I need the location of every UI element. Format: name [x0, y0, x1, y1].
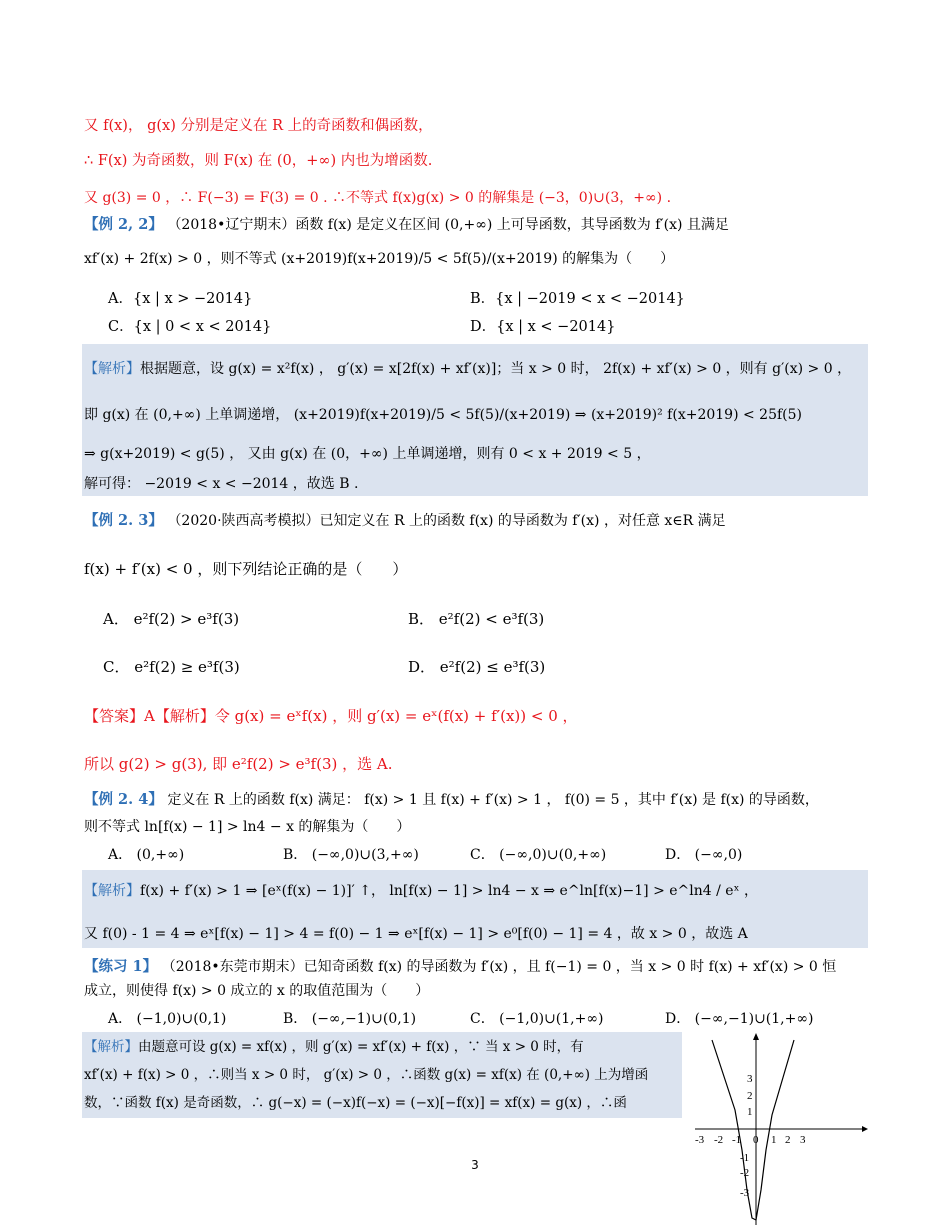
x-tick-label: -1 [732, 1134, 742, 1146]
example-text: （2020·陕西高考模拟）已知定义在 R 上的函数 f(x) 的导函数为 f′(x) ，对任意 x∈R 满足 [167, 513, 726, 529]
example-tag: 【例 2. 4】 [84, 791, 163, 808]
example-header [84, 789, 819, 811]
solution-line: 又 f(0) - 1 = 4 ⇒ eˣ[f(x) − 1] > 4 = f(0) − 1 ⇒ eˣ[f(x) − 1] > e⁰[f(0) − 1] = 4 ，故 x > 0 ，故选 A [84, 926, 748, 942]
option-c: C．{x | 0 < x < 2014} [108, 319, 272, 335]
solution-line: 即 g(x) 在 (0,+∞) 上单调递增， (x+2019)f(x+2019)/5 < 5f(5)/(x+2019) ⇒ (x+2019)² f(x+2019) < 25f(5) [84, 407, 803, 423]
y-tick-label: -1 [740, 1152, 750, 1164]
option-d: D． (−∞,−1)∪(1,+∞) [665, 1011, 814, 1027]
solution-text: 根据题意，设 g(x) = x²f(x) ， g′(x) = x[2f(x) + xf′(x)]；当 x > 0 时， 2f(x) + xf′(x) > 0 ，则有 g′(x) > 0 ， [140, 361, 852, 377]
y-tick-label: -3 [740, 1187, 750, 1199]
option-b: B． (−∞,0)∪(3,+∞) [283, 847, 419, 863]
x-tick-label: 2 [785, 1134, 791, 1146]
option-c: C． (−∞,0)∪(0,+∞) [470, 847, 607, 863]
solution-line [84, 358, 851, 380]
solution-line: 解可得： −2019 < x < −2014 ，故选 B . [84, 476, 359, 492]
option-b: B． (−∞,−1)∪(0,1) [283, 1011, 417, 1027]
solution-line: ⇒ g(x+2019) < g(5) ， 又由 g(x) 在 (0，+∞) 上单调递增，则有 0 < x + 2019 < 5 ， [84, 446, 651, 462]
y-tick-labels [740, 1073, 753, 1199]
text-line: ∴ F(x) 为奇函数，则 F(x) 在 (0，+∞) 内也为增函数. [84, 153, 433, 169]
answer-line: 所以 g(2) > g(3), 即 e²f(2) > e³f(3) ，选 A. [84, 755, 393, 773]
example-text: （2018•辽宁期末）函数 f(x) 是定义在区间 (0,+∞) 上可导函数，其导函数为 f′(x) 且满足 [167, 217, 729, 233]
example-tag: 【例 2. 3】 [84, 512, 163, 529]
practice-text: （2018•东莞市期末）已知奇函数 f(x) 的导函数为 f′(x) ，且 f(−1) = 0 ，当 x > 0 时 f(x) + xf′(x) > 0 恒 [161, 959, 837, 975]
answer-line: 【答案】A【解析】令 g(x) = eˣf(x) ，则 g′(x) = eˣ(f(x) + f′(x)) < 0 ， [84, 707, 578, 725]
text-line: 又 f(x)， g(x) 分别是定义在 R 上的奇函数和偶函数， [84, 118, 433, 134]
page-number: 3 [471, 1158, 479, 1172]
x-tick-label: 0 [753, 1134, 759, 1146]
solution-line: 数，∵函数 f(x) 是奇函数，∴ g(−x) = (−x)f(−x) = (−x)[−f(x)] = xf(x) = g(x) ，∴函 [84, 1095, 627, 1111]
option-a: A． (−1,0)∪(0,1) [108, 1011, 227, 1027]
example-tag: 【例 2, 2】 [84, 216, 163, 233]
function-graph [690, 1030, 870, 1230]
x-tick-label: 3 [800, 1134, 806, 1146]
option-c: C． e²f(2) ≥ e³f(3) [103, 658, 240, 676]
option-d: D． e²f(2) ≤ e³f(3) [408, 658, 546, 676]
curve-path [712, 1040, 794, 1220]
y-axis-arrow [753, 1033, 759, 1040]
practice-header [84, 956, 836, 978]
solution-line [84, 880, 758, 902]
y-tick-label: 1 [747, 1106, 753, 1118]
option-b: B． e²f(2) < e³f(3) [408, 610, 545, 628]
text-line: 又 g(3) = 0 ，∴ F(−3) = F(3) = 0 . ∴不等式 f(x)g(x) > 0 的解集是 (−3，0)∪(3，+∞) . [84, 190, 672, 206]
option-a: A．{x | x > −2014} [108, 291, 253, 307]
x-tick-label: -2 [714, 1134, 724, 1146]
solution-line: xf′(x) + f(x) > 0 ，∴则当 x > 0 时， g′(x) > 0 ，∴函数 g(x) = xf(x) 在 (0,+∞) 上为增函 [84, 1067, 649, 1083]
y-tick-label: 2 [747, 1090, 753, 1102]
option-b: B．{x | −2019 < x < −2014} [470, 291, 685, 307]
option-a: A． e²f(2) > e³f(3) [103, 610, 240, 628]
example-text: f(x) + f′(x) < 0 ，则下列结论正确的是（ ） [84, 560, 408, 578]
option-a: A． (0,+∞) [108, 847, 185, 863]
example-text: 定义在 R 上的函数 f(x) 满足： f(x) > 1 且 f(x) + f′(x) > 1 ， f(0) = 5 ，其中 f′(x) 是 f(x) 的导函数， [167, 792, 819, 808]
practice-text: 成立，则使得 f(x) > 0 成立的 x 的取值范围为（ ） [84, 983, 430, 999]
solution-tag: 【解析】 [84, 883, 140, 899]
example-header [84, 510, 726, 532]
y-tick-label: -2 [740, 1167, 750, 1179]
example-text: xf′(x) + 2f(x) > 0 ，则不等式 (x+2019)f(x+2019)/5 < 5f(5)/(x+2019) 的解集为（ ） [84, 251, 675, 267]
solution-tag: 【解析】 [84, 361, 140, 377]
x-tick-label: 1 [771, 1134, 777, 1146]
example-header [84, 214, 729, 236]
solution-tag: 【解析】 [84, 1039, 138, 1055]
option-d: D． (−∞,0) [665, 847, 743, 863]
x-tick-labels [695, 1134, 806, 1146]
x-axis-arrow [862, 1126, 868, 1132]
solution-line [84, 1036, 584, 1058]
y-tick-label: 3 [747, 1073, 753, 1085]
solution-text: f(x) + f′(x) > 1 ⇒ [eˣ(f(x) − 1)]′ ↑， ln[f(x) − 1] > ln4 − x ⇒ e^ln[f(x)−1] > e^ln4 / eˣ ， [140, 883, 758, 899]
example-text: 则不等式 ln[f(x) − 1] > ln4 − x 的解集为（ ） [84, 819, 411, 835]
x-tick-label: -3 [695, 1134, 705, 1146]
option-d: D．{x | x < −2014} [470, 319, 616, 335]
solution-text: 由题意可设 g(x) = xf(x) ，则 g′(x) = xf′(x) + f(x) ，∵ 当 x > 0 时，有 [138, 1039, 584, 1055]
option-c: C． (−1,0)∪(1,+∞) [470, 1011, 604, 1027]
practice-tag: 【练习 1】 [84, 958, 158, 975]
